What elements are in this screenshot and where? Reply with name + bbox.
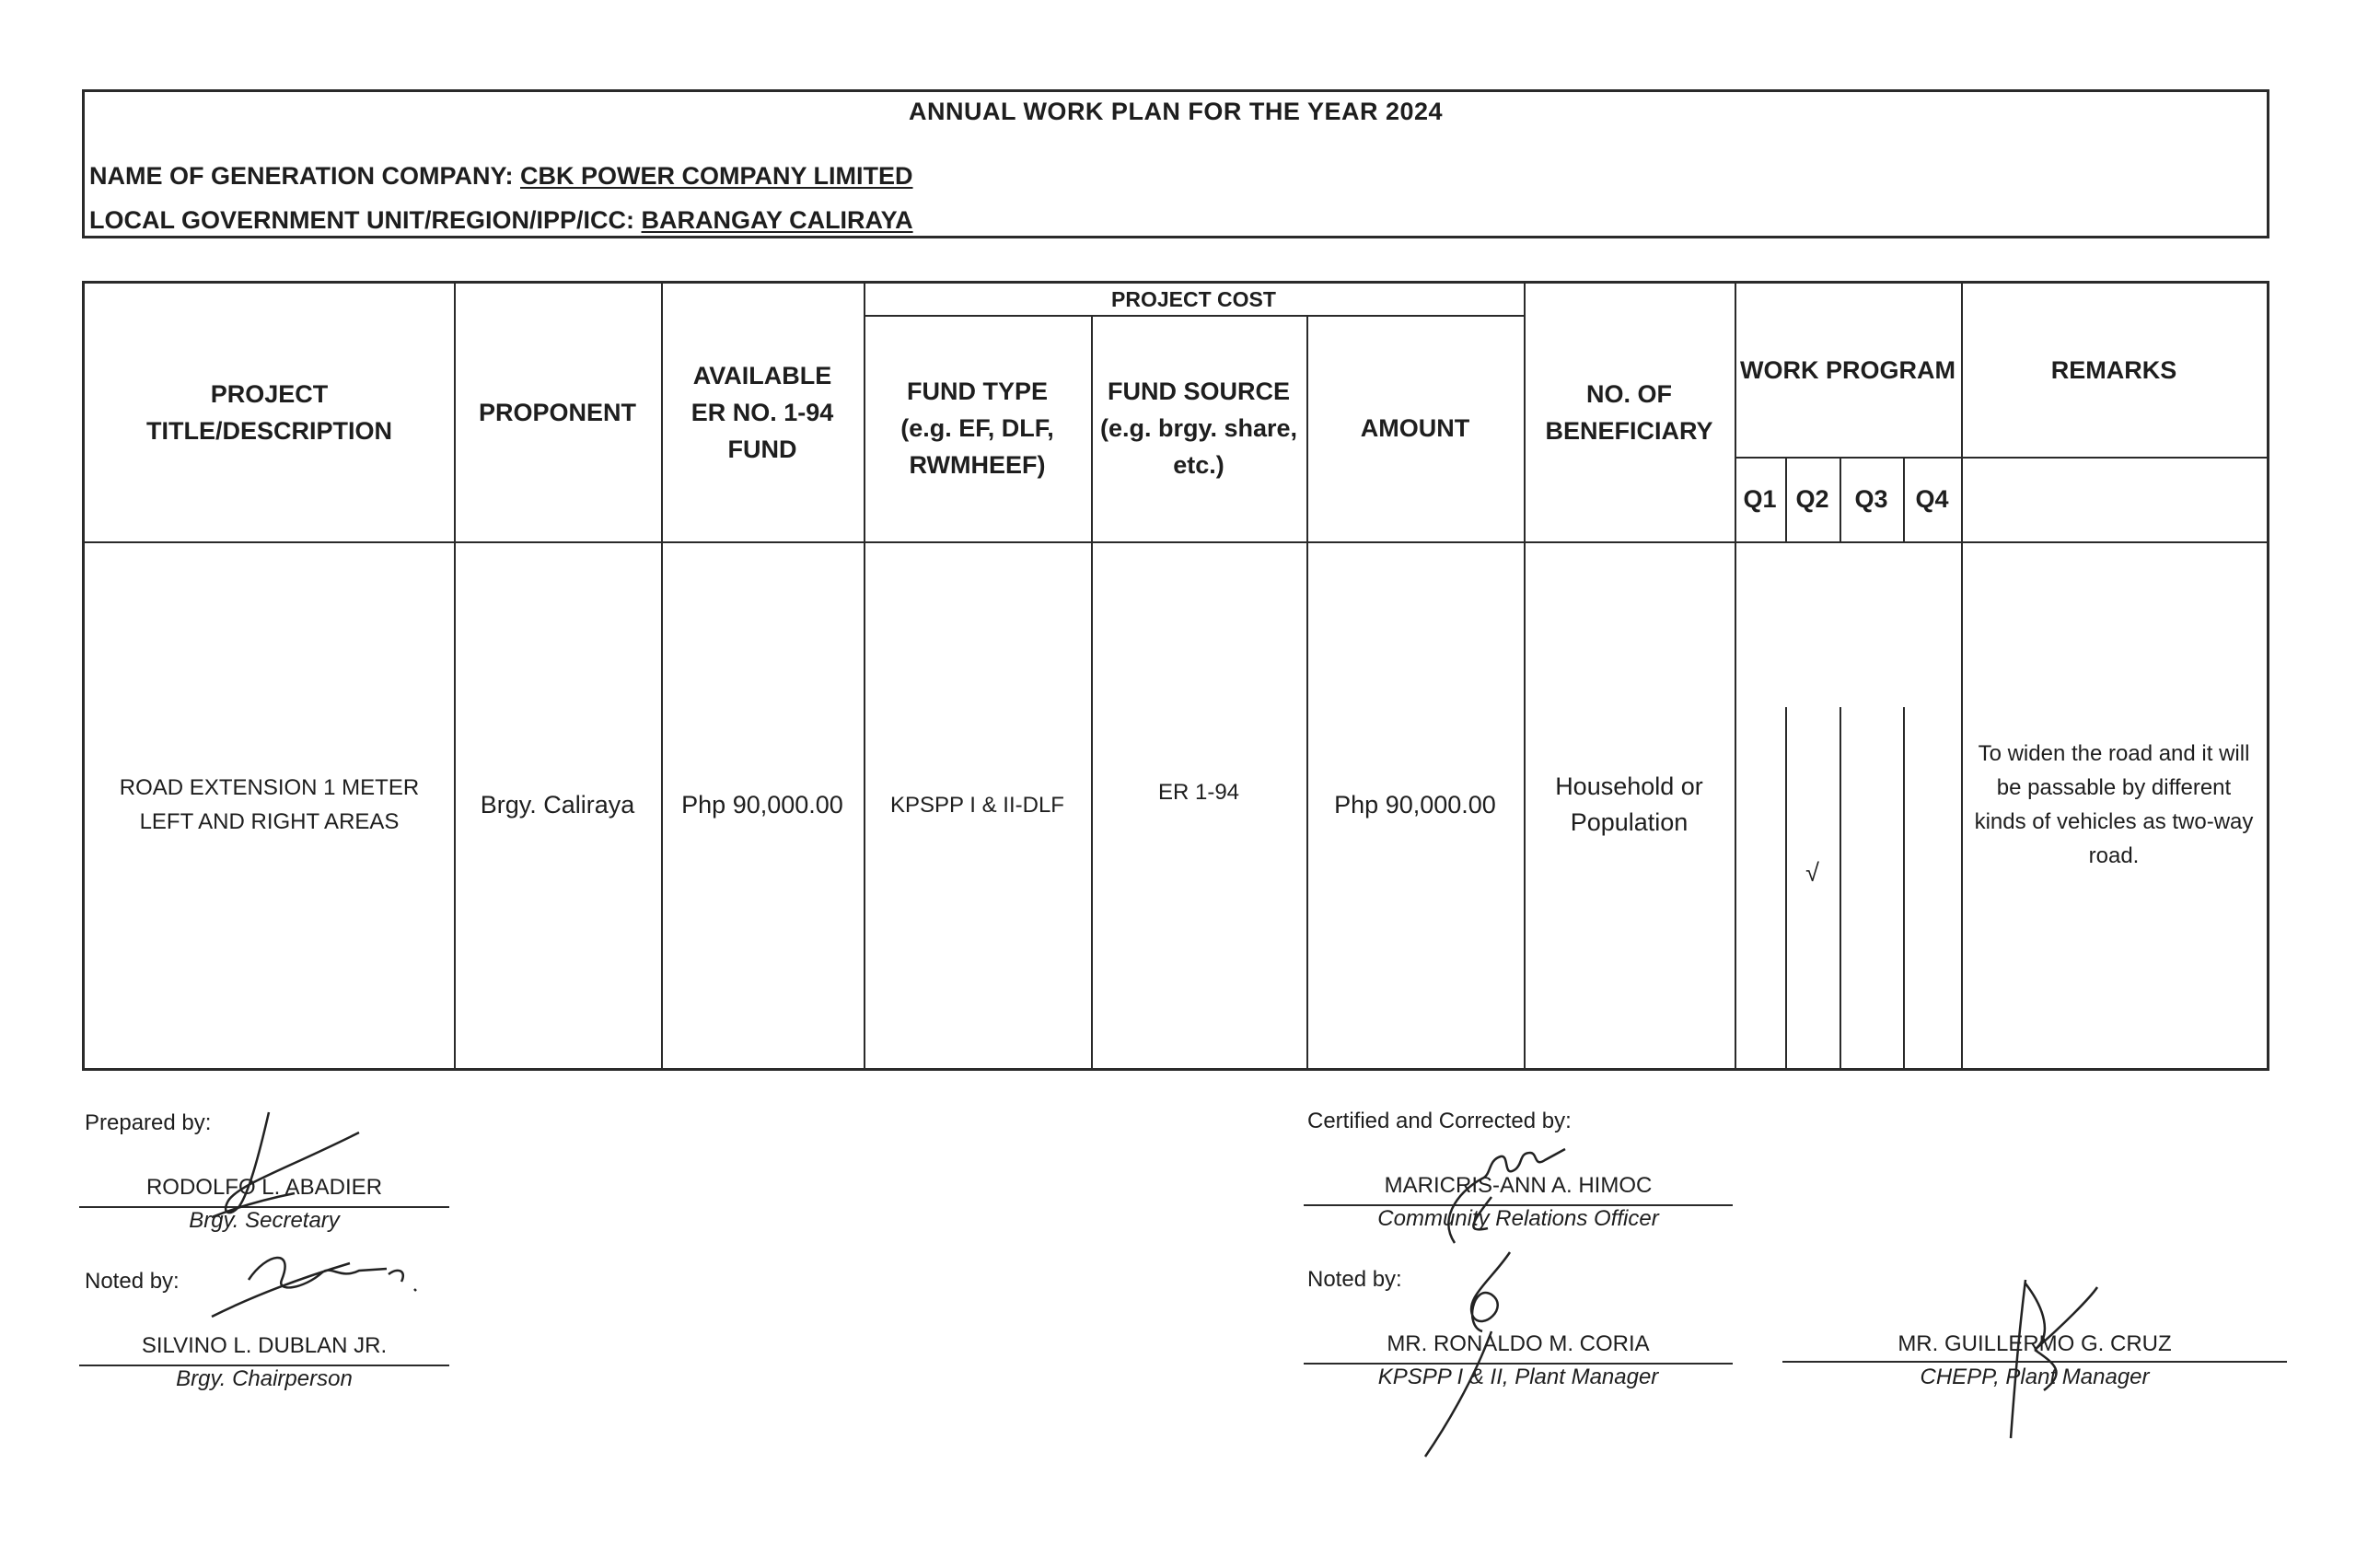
certified-by-title: Community Relations Officer (1377, 1206, 1659, 1231)
company-value: CBK POWER COMPANY LIMITED (520, 162, 913, 190)
header-remarks: REMARKS (2050, 356, 2177, 384)
noted-by-left-title: Brgy. Chairperson (176, 1366, 353, 1391)
header-work-program: WORK PROGRAM (1740, 356, 1956, 384)
header-q3: Q3 (1854, 485, 1888, 513)
header-beneficiary: NO. OF BENEFICIARY (1545, 380, 1713, 445)
certified-by-label: Certified and Corrected by: (1307, 1109, 1572, 1133)
document-title: ANNUAL WORK PLAN FOR THE YEAR 2024 (908, 98, 1444, 125)
row-remarks: To widen the road and it will be passable by different kinds of vehicles as two-way road. (1974, 741, 2254, 868)
lgu-value: BARANGAY CALIRAYA (641, 206, 913, 234)
row-project-title: ROAD EXTENSION 1 METER LEFT AND RIGHT AREAS (119, 775, 420, 834)
prepared-by-label: Prepared by: (85, 1110, 212, 1135)
header-fund-source: FUND SOURCE (e.g. brgy. share, etc.) (1099, 377, 1298, 479)
header-q1: Q1 (1743, 485, 1777, 513)
prepared-by-title: Brgy. Secretary (189, 1208, 340, 1233)
lgu-label: LOCAL GOVERNMENT UNIT/REGION/IPP/ICC: (89, 206, 642, 234)
signature-cruz (1979, 1271, 2108, 1446)
signature-coria (1409, 1243, 1538, 1464)
row-beneficiary: Household or Population (1555, 772, 1703, 836)
header-q4: Q4 (1915, 485, 1949, 513)
noted-by-left-label: Noted by: (85, 1269, 180, 1294)
noted-by-left-name: SILVINO L. DUBLAN JR. (141, 1333, 388, 1358)
header-q2: Q2 (1795, 485, 1829, 513)
noted-by-mid-title: KPSPP I & II, Plant Manager (1377, 1365, 1659, 1389)
signature-himoc (1427, 1132, 1593, 1261)
company-line (89, 162, 913, 191)
row-q2-check: √ (1805, 858, 1819, 887)
prepared-by-name: RODOLFO L. ABADIER (145, 1175, 383, 1200)
header-proponent: PROPONENT (478, 399, 637, 426)
lgu-line (89, 206, 913, 235)
row-fund-source: ER 1-94 (1157, 780, 1240, 805)
header-project-title: PROJECT TITLE/DESCRIPTION (145, 380, 392, 445)
noted-by-right-title: CHEPP, Plant Manager (1920, 1365, 2150, 1389)
row-amount: Php 90,000.00 (1334, 790, 1496, 819)
noted-by-right-label: Noted by: (1307, 1267, 1402, 1292)
row-fund-type: KPSPP I & II-DLF (890, 792, 1064, 818)
header-fund-type: FUND TYPE (e.g. EF, DLF, RWMHEEF) (900, 377, 1054, 479)
row-proponent: Brgy. Caliraya (480, 790, 635, 819)
header-amount: AMOUNT (1360, 414, 1470, 442)
document-header (82, 89, 2269, 238)
signature-abadier (184, 1105, 387, 1234)
row-available-fund: Php 90,000.00 (681, 790, 843, 819)
company-label: NAME OF GENERATION COMPANY: (89, 162, 520, 190)
header-project-cost: PROJECT COST (1111, 286, 1276, 311)
work-plan-table (82, 281, 2269, 1071)
header-available-fund: AVAILABLE ER NO. 1-94 FUND (691, 362, 834, 463)
noted-by-mid-name: MR. RONALDO M. CORIA (1387, 1331, 1650, 1356)
certified-by-name: MARICRIS-ANN A. HIMOC (1384, 1173, 1653, 1198)
noted-by-right-name: MR. GUILLERMO G. CRUZ (1898, 1331, 2172, 1356)
signature-dublan (193, 1215, 442, 1335)
